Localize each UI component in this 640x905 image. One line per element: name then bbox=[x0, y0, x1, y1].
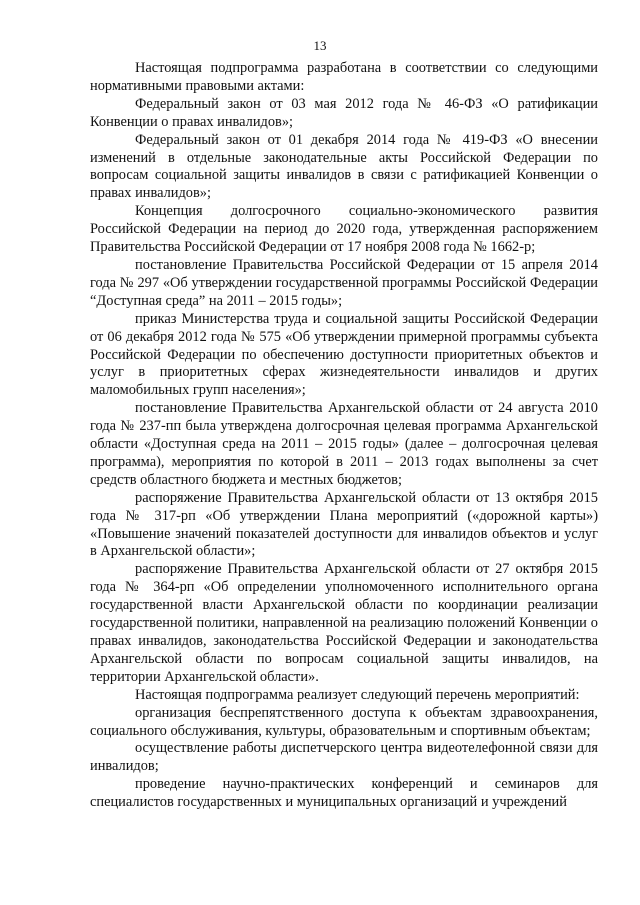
paragraph-law-419fz: Федеральный закон от 01 декабря 2014 года № 419-ФЗ «О внесении изменений в отдельные законодательные акты Российской Федерации по вопросам социальной защиты инвалидов в связи с ратификацией Конвенции о правах инвалидов»; bbox=[90, 131, 598, 202]
paragraph-resolution-297: постановление Правительства Российской Федерации от 15 апреля 2014 года № 297 «Об утверждении государственной программы Российской Федерации “Доступная среда” на 2011 – 2015 годы»; bbox=[90, 256, 598, 309]
paragraph-measure-conferences: проведение научно-практических конференций и семинаров для специалистов государственных и муниципальных организаций и учреждений bbox=[90, 776, 598, 811]
paragraph-measure-dispatch: осуществление работы диспетчерского центра видеотелефонной связи для инвалидов; bbox=[90, 740, 598, 775]
paragraph-order-575: приказ Министерства труда и социальной защиты Российской Федерации от 06 декабря 2012 года № 575 «Об утверждении примерной программы субъекта Российской Федерации по обеспечению доступности приоритетных объектов и услуг в приоритетных сферах жизнедеятельности инвалидов и других маломобильных групп населения»; bbox=[90, 310, 598, 399]
body-text bbox=[90, 60, 598, 812]
paragraph-order-364rp: распоряжение Правительства Архангельской области от 27 октября 2015 года № 364-рп «Об определении уполномоченного исполнительного органа государственной власти Архангельской области по координации реализации государственной политики, направленной на реализацию положений Конвенции о правах инвалидов, законодательства Российской Федерации и законодательства Архангельской области по вопросам социальной защиты инвалидов, на территории Архангельской области». bbox=[90, 561, 598, 685]
paragraph-intro: Настоящая подпрограмма разработана в соответствии со следующими нормативными правовыми актами: bbox=[90, 60, 598, 94]
paragraph-measure-access: организация беспрепятственного доступа к объектам здравоохранения, социального обслуживания, культуры, образовательным и спортивным объектам; bbox=[90, 704, 598, 739]
paragraph-concept-2020: Концепция долгосрочного социально-экономического развития Российской Федерации на период до 2020 года, утвержденная распоряжением Правительства Российской Федерации от 17 ноября 2008 года № 1662-р; bbox=[90, 203, 598, 256]
paragraph-resolution-237pp: постановление Правительства Архангельской области от 24 августа 2010 года № 237-пп была утверждена долгосрочная целевая программа Архангельской области «Доступная среда на 2011 – 2015 годы» (далее – долгосрочная целевая программа), мероприятия по которой в 2011 – 2013 годах выполнены за счет средств областного бюджета и местных бюджетов; bbox=[90, 400, 598, 488]
paragraph-law-46fz: Федеральный закон от 03 мая 2012 года № 46-ФЗ «О ратификации Конвенции о правах инвалидов»; bbox=[90, 95, 598, 130]
paragraph-measures-intro: Настоящая подпрограмма реализует следующий перечень мероприятий: bbox=[135, 686, 580, 703]
page-number: 13 bbox=[313, 38, 327, 53]
paragraph-order-317rp: распоряжение Правительства Архангельской области от 13 октября 2015 года № 317-рп «Об утверждении Плана мероприятий («дорожной карты») «Повышение значений показателей доступности для инвалидов объектов и услуг в Архангельской области»; bbox=[90, 489, 598, 560]
